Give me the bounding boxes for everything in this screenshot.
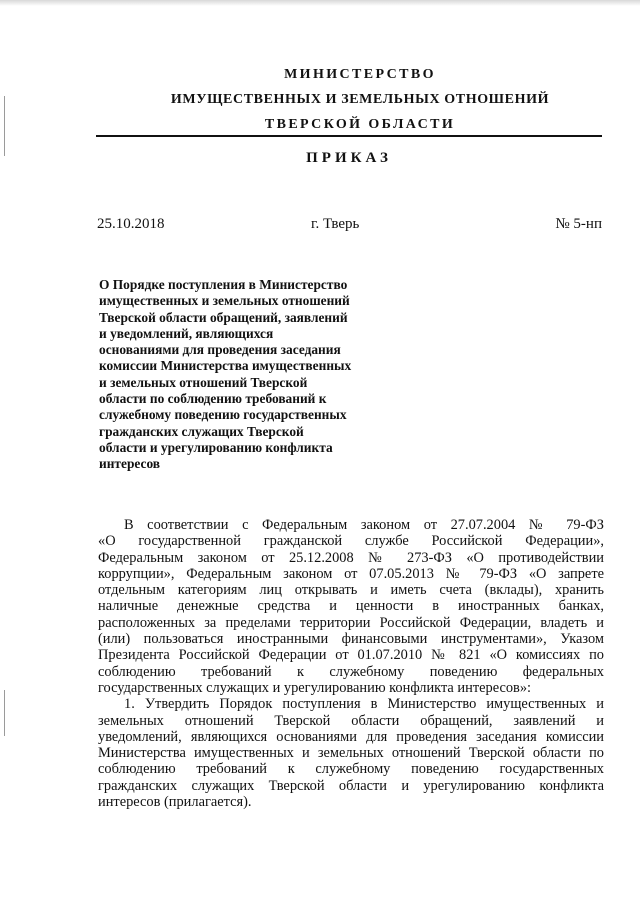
subject-line: комиссии Министерства имущественных	[99, 358, 352, 374]
body-line: наличные денежные средства и ценности в иностранных банках,	[98, 598, 604, 615]
body-line: соблюдению требований к служебному поведению государственных	[98, 761, 604, 778]
body-line: уведомлений, являющихся основаниями для проведения заседания комиссии	[98, 728, 604, 745]
subject-line: О Порядке поступления в Министерство	[99, 277, 348, 292]
body-line: коррупции», Федеральным законом от 07.05.2013 № 79-ФЗ «О запрете	[98, 565, 604, 582]
order-number: № 5-нп	[555, 216, 602, 232]
subject-line: и земельных отношений Тверской	[99, 374, 308, 390]
subject-line: Тверской области обращений, заявлений	[99, 309, 348, 325]
body-line: интересов (прилагается).	[98, 794, 252, 811]
subject-line: области и урегулированию конфликта	[99, 439, 333, 455]
body-line: В соответствии с Федеральным законом от 27.07.2004 № 79-ФЗ	[124, 517, 604, 533]
ministry-header	[120, 62, 600, 137]
order-date: 25.10.2018	[97, 216, 165, 232]
body-line: расположенных за пределами территории Российской Федерации, владеть и	[98, 614, 604, 631]
scan-edge	[0, 0, 640, 6]
subject-line: области по соблюдению требований к	[99, 391, 327, 407]
body-line: отдельным категориям лиц открывать и иметь счета (вклады), хранить	[98, 582, 604, 599]
order-title: ПРИКАЗ	[306, 150, 392, 166]
body-line: (или) пользоваться иностранными финансовыми инструментами», Указом	[98, 631, 604, 648]
subject-line: и уведомлений, являющихся	[99, 325, 274, 341]
header-line-1: МИНИСТЕРСТВО	[284, 67, 436, 82]
subject-line: служебному поведению государственных	[99, 407, 347, 423]
header-line-3: ТВЕРСКОЙ ОБЛАСТИ	[264, 117, 456, 132]
header-rule	[96, 135, 602, 137]
order-city: г. Тверь	[311, 216, 360, 232]
subject-line: имущественных и земельных отношений	[99, 293, 350, 309]
body-line: Президента Российской Федерации от 01.07.2010 № 821 «О комиссиях по	[98, 647, 604, 664]
body-line: соблюдению требований к служебному поведению федеральных	[98, 663, 604, 680]
subject-line: интересов	[99, 456, 161, 472]
order-body	[98, 517, 604, 810]
body-line: Федеральным законом от 25.12.2008 № 273-ФЗ «О противодействии	[98, 549, 604, 566]
body-line: «О государственной гражданской службе Российской Федерации»,	[98, 533, 604, 550]
body-line: гражданских служащих Тверской области и урегулированию конфликта	[98, 777, 604, 794]
subject-line: основаниями для проведения заседания	[99, 342, 341, 358]
subject-line: гражданских служащих Тверской	[99, 423, 304, 439]
scan-margin-mark	[4, 690, 5, 736]
scan-margin-mark	[4, 96, 5, 156]
header-line-2: ИМУЩЕСТВЕННЫХ И ЗЕМЕЛЬНЫХ ОТНОШЕНИЙ	[170, 92, 550, 107]
body-line: Министерства имущественных и земельных отношений Тверской области по	[98, 745, 604, 762]
body-line: государственных служащих и урегулированию конфликта интересов»:	[98, 679, 532, 696]
body-line: земельных отношений Тверской области обращений, заявлений и	[98, 712, 604, 729]
body-line: 1. Утвердить Порядок поступления в Министерство имущественных и	[124, 696, 604, 713]
order-subject	[99, 277, 385, 473]
